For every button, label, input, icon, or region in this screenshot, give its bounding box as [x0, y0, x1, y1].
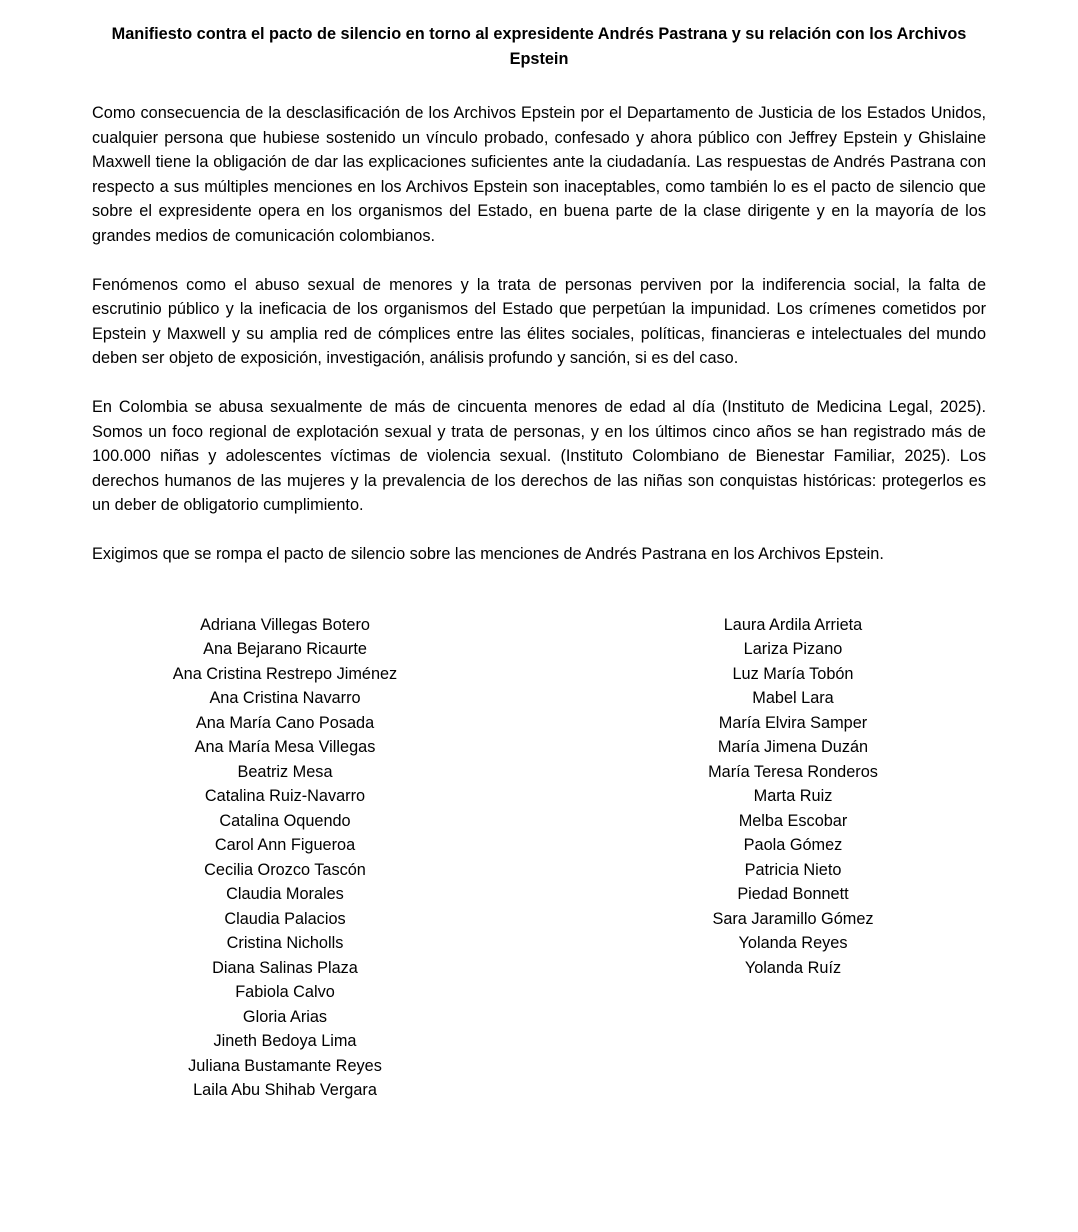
signatory-name: Yolanda Ruíz	[744, 958, 842, 977]
signatory-name: María Teresa Ronderos	[708, 762, 878, 781]
paragraph-colombia-statistics: En Colombia se abusa sexualmente de más de cincuenta menores de edad al día (Instituto de Medicina Legal, 2025). Somos un foco regional de explotación sexual y trata de personas, y en los últimos cinco años se han registrado más de 100.000 niñas y adolescentes víctimas de violencia sexual. (Instituto Colombiano de Bienestar Familiar, 2025). Los derechos humanos de las mujeres y la prevalencia de los derechos de las niñas son conquistas históricas: protegerlos es un deber de obligatorio cumplimiento.	[92, 398, 986, 514]
signatory-name: Catalina Oquendo	[219, 811, 351, 830]
signatory-name: Carol Ann Figueroa	[214, 836, 356, 854]
signatory-name: Patricia Nieto	[744, 860, 842, 879]
paragraph-phenomena-impunity: Fenómenos como el abuso sexual de menores y la trata de personas perviven por la indiferencia social, la falta de escrutinio público y la ineficacia de los organismos del Estado que perpetúan la impunidad. Los crímenes cometidos por Epstein y Maxwell y su amplia red de cómplices entre las élites sociales, políticas, financieras e intelectuales del mundo deben ser objeto de exposición, investigación, análisis profundo y sanción, si es del caso.	[92, 275, 986, 367]
signatory-name: Beatriz Mesa	[237, 762, 333, 781]
signatory-name: Claudia Palacios	[224, 909, 346, 928]
signatory-name: Jineth Bedoya Lima	[213, 1032, 357, 1050]
signatory-name: Fabiola Calvo	[235, 983, 335, 1001]
signatory-name: Laila Abu Shihab Vergara	[193, 1081, 377, 1099]
signatories-column-right	[539, 613, 1047, 981]
signatory-name: Mabel Lara	[752, 689, 834, 707]
signatory-name: Gloria Arias	[242, 1007, 328, 1026]
signatory-name: María Jimena Duzán	[717, 738, 869, 756]
signatories-section	[31, 613, 1047, 1103]
signatory-name: Ana Cristina Restrepo Jiménez	[172, 664, 398, 683]
signatory-name: Paola Gómez	[743, 836, 843, 854]
signatory-name: Piedad Bonnett	[737, 885, 849, 903]
document-title: Manifiesto contra el pacto de silencio en torno al expresidente Andrés Pastrana y su relación con los Archivos Epstein	[111, 25, 967, 68]
signatory-name: Yolanda Reyes	[738, 934, 848, 952]
signatory-name: Ana Cristina Navarro	[209, 689, 361, 707]
signatory-name: Cristina Nicholls	[226, 934, 344, 952]
signatory-name: Catalina Ruiz-Navarro	[204, 787, 366, 805]
signatory-name: Sara Jaramillo Gómez	[712, 909, 874, 928]
signatory-name: Cecilia Orozco Tascón	[204, 860, 366, 879]
signatory-name: Laura Ardila Arrieta	[723, 615, 863, 634]
signatory-name: Ana María Mesa Villegas	[194, 738, 376, 756]
signatory-name: Lariza Pizano	[743, 640, 843, 658]
signatory-name: Claudia Morales	[226, 885, 344, 903]
signatory-name: Luz María Tobón	[732, 664, 854, 683]
signatory-name: Ana Bejarano Ricaurte	[203, 640, 367, 658]
paragraph-demand: Exigimos que se rompa el pacto de silencio sobre las menciones de Andrés Pastrana en los Archivos Epstein.	[92, 545, 884, 563]
signatory-name: Melba Escobar	[738, 811, 848, 830]
paragraph-declassification-intro: Como consecuencia de la desclasificación de los Archivos Epstein por el Departamento de Justicia de los Estados Unidos, cualquier persona que hubiese sostenido un vínculo probado, confesado y ahora público con Jeffrey Epstein y Ghislaine Maxwell tiene la obligación de dar las explicaciones suficientes ante la ciudadanía. Las respuestas de Andrés Pastrana con respecto a sus múltiples menciones en los Archivos Epstein son inaceptables, como también lo es el pacto de silencio que sobre el expresidente opera en los organismos del Estado, en buena parte de la clase dirigente y en la mayoría de los grandes medios de comunicación colombianos.	[92, 104, 986, 245]
signatory-name: Adriana Villegas Botero	[200, 615, 370, 634]
signatory-name: Juliana Bustamante Reyes	[188, 1056, 382, 1075]
signatory-name: Ana María Cano Posada	[195, 713, 375, 732]
signatory-name: María Elvira Samper	[718, 713, 868, 732]
signatories-column-left	[31, 613, 539, 1103]
signatory-name: Diana Salinas Plaza	[212, 958, 358, 977]
signatory-name: Marta Ruiz	[753, 787, 833, 805]
